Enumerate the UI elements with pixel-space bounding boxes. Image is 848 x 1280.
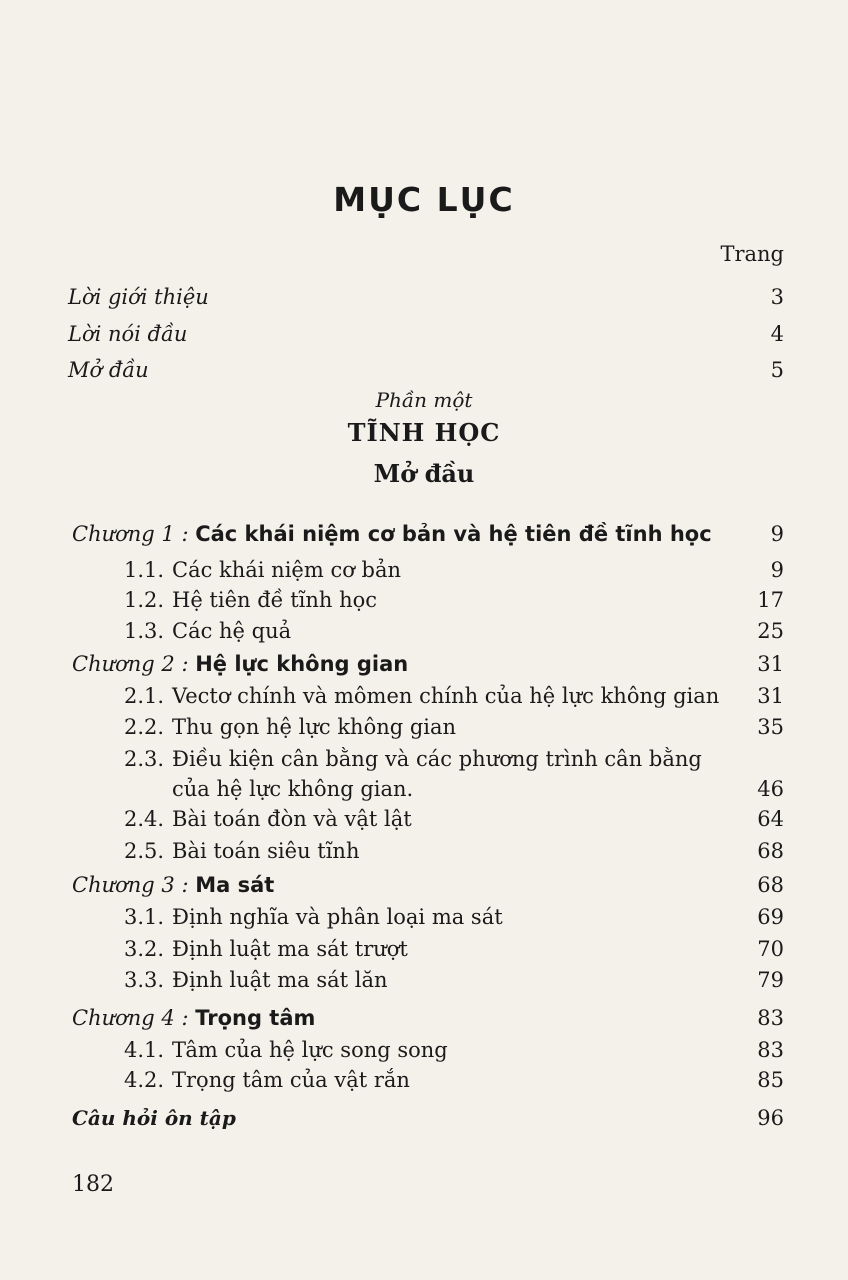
section-number: 2.4. [124,807,165,831]
chapter-title: Các khái niệm cơ bản và hệ tiên đề tĩnh học [195,522,712,546]
entry-page: 85 [757,1068,784,1092]
section-entry[interactable] [0,1038,848,1068]
section-number: 2.3. [124,747,165,771]
section-entry[interactable] [0,619,848,649]
entry-page: 35 [757,715,784,739]
section-entry[interactable] [0,968,848,998]
entry-page: 9 [770,522,784,546]
entry-page: 4 [770,322,784,346]
entry-page: 83 [757,1006,784,1030]
chapter-label [72,1006,315,1030]
entry-page: 68 [757,873,784,897]
toc-entry-back[interactable] [0,1106,848,1136]
part-intro: Mở đầu [373,459,475,488]
entry-page: 3 [770,285,784,309]
section-entry[interactable] [0,558,848,588]
chapter-title: Ma sát [195,873,275,897]
section-number: 3.2. [124,937,165,961]
entry-page: 9 [770,558,784,582]
section-title: Bài toán siêu tĩnh [172,839,360,863]
chapter-number: Chương 4 : [72,1006,189,1030]
entry-page: 70 [757,937,784,961]
section-title: Tâm của hệ lực song song [172,1038,448,1062]
entry-page: 17 [757,588,784,612]
chapter-heading[interactable] [0,873,848,903]
section-entry-continued[interactable] [0,777,848,807]
section-number: 4.2. [124,1068,165,1092]
chapter-label [72,873,274,897]
chapter-title: Trọng tâm [195,1006,316,1030]
toc-entry-front[interactable] [0,322,848,352]
section-number: 2.5. [124,839,165,863]
section-title: Hệ tiên đề tĩnh học [172,588,378,612]
section-entry[interactable] [0,1068,848,1098]
section-title: Định luật ma sát lăn [172,968,388,992]
toc-entry-front[interactable] [0,358,848,388]
section-number: 2.1. [124,684,165,708]
section-number: 1.3. [124,619,165,643]
part-title: TĨNH HỌC [347,418,501,447]
section-title-continued: của hệ lực không gian. [172,777,414,801]
section-number: 2.2. [124,715,165,739]
chapter-label [72,522,712,546]
entry-page: 79 [757,968,784,992]
section-number: 4.1. [124,1038,165,1062]
section-entry[interactable] [0,905,848,935]
entry-page: 69 [757,905,784,929]
page-column-header: Trang [720,242,784,266]
entry-page: 46 [757,777,784,801]
section-number: 1.2. [124,588,165,612]
entry-page: 83 [757,1038,784,1062]
section-title: Vectơ chính và mômen chính của hệ lực không gian [172,684,720,708]
page-number: 182 [72,1172,114,1197]
section-number: 3.3. [124,968,165,992]
entry-page: 5 [770,358,784,382]
section-number: 3.1. [124,905,165,929]
section-entry[interactable] [0,747,848,777]
entry-page: 68 [757,839,784,863]
entry-label: Lời nói đầu [68,322,188,346]
section-number: 1.1. [124,558,165,582]
section-entry[interactable] [0,839,848,869]
entry-label: Câu hỏi ôn tập [72,1106,236,1130]
entry-page: 96 [757,1106,784,1130]
section-entry[interactable] [0,807,848,837]
part-subtitle: Phần một [375,388,473,412]
section-title: Trọng tâm của vật rắn [172,1068,410,1092]
section-entry[interactable] [0,684,848,714]
section-title: Các khái niệm cơ bản [172,558,402,582]
section-title: Định nghĩa và phân loại ma sát [172,905,503,929]
chapter-title: Hệ lực không gian [195,652,409,676]
section-entry[interactable] [0,588,848,618]
chapter-heading[interactable] [0,652,848,682]
chapter-heading[interactable] [0,1006,848,1036]
section-title: Thu gọn hệ lực không gian [172,715,457,739]
section-title: Các hệ quả [172,619,292,643]
chapter-number: Chương 1 : [72,522,189,546]
entry-page: 31 [757,684,784,708]
entry-page: 25 [757,619,784,643]
entry-page: 31 [757,652,784,676]
entry-label: Lời giới thiệu [68,285,209,309]
toc-entry-front[interactable] [0,285,848,315]
section-title: Bài toán đòn và vật lật [172,807,412,831]
section-entry[interactable] [0,715,848,745]
page-title: MỤC LỤC [333,180,515,219]
section-title: Điều kiện cân bằng và các phương trình cân bằng [172,747,702,771]
section-title: Định luật ma sát trượt [172,937,408,961]
chapter-label [72,652,408,676]
chapter-heading[interactable] [0,522,848,552]
section-entry[interactable] [0,937,848,967]
chapter-number: Chương 3 : [72,873,189,897]
entry-label: Mở đầu [68,358,149,382]
entry-page: 64 [757,807,784,831]
chapter-number: Chương 2 : [72,652,189,676]
